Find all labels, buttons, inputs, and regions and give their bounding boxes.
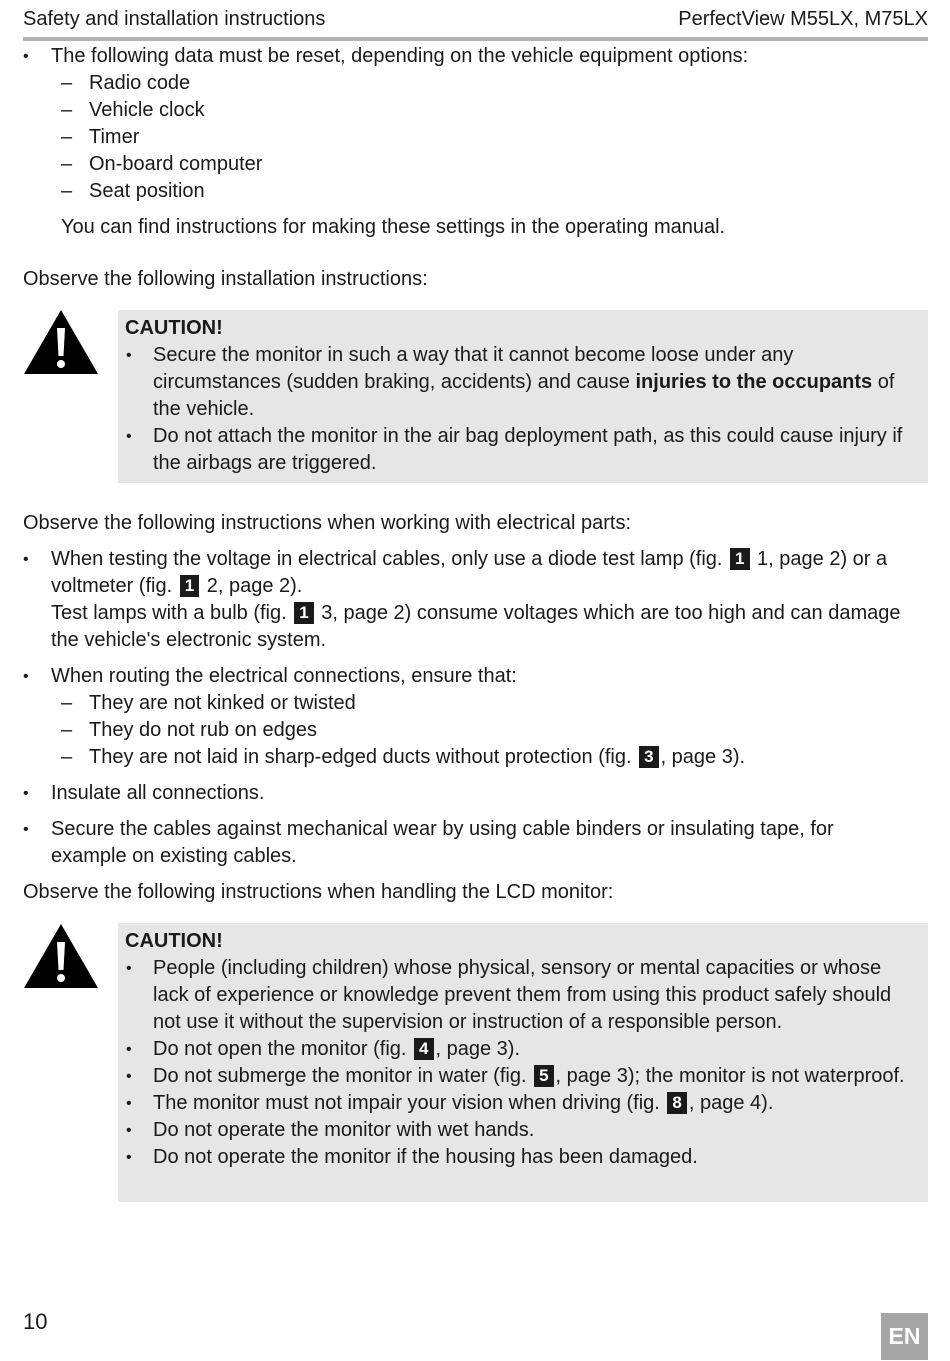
caution-title: CAUTION! — [125, 930, 223, 952]
electrical-list — [23, 546, 928, 870]
list-item: – They are not kinked or twisted — [61, 690, 928, 717]
item-text: Test lamps with a bulb (fig. — [51, 602, 293, 624]
running-header-title: Safety and installation instructions — [23, 8, 326, 30]
installation-heading: Observe the following installation instructions: — [23, 268, 428, 290]
caution-text: , page 3); the monitor is not waterproof. — [555, 1065, 905, 1087]
caution-box-installation — [118, 310, 928, 483]
figure-reference: 3 — [639, 746, 658, 768]
item-text: 2, page 2). — [201, 575, 303, 597]
list-item — [124, 1090, 918, 1117]
figure-reference: 5 — [534, 1065, 553, 1087]
list-item: • Do not operate the monitor if the housing has been damaged. — [124, 1144, 918, 1171]
list-item: – Radio code — [61, 70, 928, 97]
item-text: 3, page 2) consume voltages which are too high and can damage the vehicle's electronic system. — [51, 602, 901, 651]
list-item: – They do not rub on edges — [61, 717, 928, 744]
caution-list — [124, 342, 918, 477]
list-item — [124, 1036, 918, 1063]
running-header-product: PerfectView M55LX, M75LX — [678, 8, 928, 30]
page-number: 10 — [23, 1309, 48, 1334]
caution-text: Do not submerge the monitor in water (fig. — [153, 1065, 533, 1087]
warning-triangle-icon — [22, 922, 100, 990]
reset-note: You can find instructions for making these settings in the operating manual. — [61, 216, 726, 238]
figure-reference: 1 — [294, 602, 313, 624]
item-text: , page 3). — [660, 746, 746, 768]
list-item — [61, 744, 928, 771]
list-item: – Seat position — [61, 178, 928, 205]
caution-box-lcd — [118, 923, 928, 1202]
electrical-section — [23, 546, 928, 870]
figure-reference: 1 — [730, 548, 749, 570]
caution-text: , page 3). — [435, 1038, 521, 1060]
caution-text: of the vehicle. — [153, 371, 895, 420]
list-item — [23, 546, 928, 654]
language-badge: EN — [881, 1313, 928, 1360]
figure-reference: 1 — [180, 575, 199, 597]
item-text: They are not laid in sharp-edged ducts without protection (fig. — [89, 746, 638, 768]
list-item — [23, 663, 928, 771]
reset-intro: The following data must be reset, depending on the vehicle equipment options: — [51, 45, 749, 67]
item-text: 1, page 2) or a voltmeter (fig. — [51, 548, 888, 597]
list-item: • Insulate all connections. — [23, 780, 928, 807]
list-item — [124, 1063, 918, 1090]
figure-reference: 4 — [414, 1038, 433, 1060]
list-item — [124, 342, 918, 423]
caution-text: Do not open the monitor (fig. — [153, 1038, 413, 1060]
list-item: – Vehicle clock — [61, 97, 928, 124]
reset-section — [23, 43, 928, 241]
list-item: • People (including children) whose physical, sensory or mental capacities or whose lack of experience or knowledge prevent them from using this product safely should not use it without the supervision or instruction of a responsible person. — [124, 955, 918, 1036]
warning-triangle-icon — [22, 308, 100, 376]
item-text: When testing the voltage in electrical cables, only use a diode test lamp (fig. — [51, 548, 729, 570]
caution-title: CAUTION! — [125, 317, 223, 339]
figure-reference: 8 — [667, 1092, 686, 1114]
list-item: • Do not attach the monitor in the air bag deployment path, as this could cause injury if the airbags are triggered. — [124, 423, 918, 477]
lcd-heading: Observe the following instructions when handling the LCD monitor: — [23, 881, 614, 903]
list-item: – Timer — [61, 124, 928, 151]
caution-list — [124, 955, 918, 1171]
item-text: When routing the electrical connections, ensure that: — [51, 665, 517, 687]
reset-list — [23, 43, 928, 241]
electrical-heading: Observe the following instructions when working with electrical parts: — [23, 512, 632, 534]
caution-emphasis: injuries to the occupants — [635, 371, 873, 393]
routing-sublist — [51, 690, 928, 771]
list-item: • Do not operate the monitor with wet hands. — [124, 1117, 918, 1144]
list-item — [23, 43, 928, 241]
caution-text: , page 4). — [688, 1092, 774, 1114]
caution-text: Secure the monitor in such a way that it cannot become loose under any circumstances (sudden braking, accidents) and cause — [153, 344, 794, 393]
reset-items — [51, 70, 928, 205]
list-item: – On-board computer — [61, 151, 928, 178]
list-item: • Secure the cables against mechanical wear by using cable binders or insulating tape, for example on existing cables. — [23, 816, 928, 870]
caution-text: The monitor must not impair your vision when driving (fig. — [153, 1092, 666, 1114]
header-rule — [23, 37, 928, 41]
